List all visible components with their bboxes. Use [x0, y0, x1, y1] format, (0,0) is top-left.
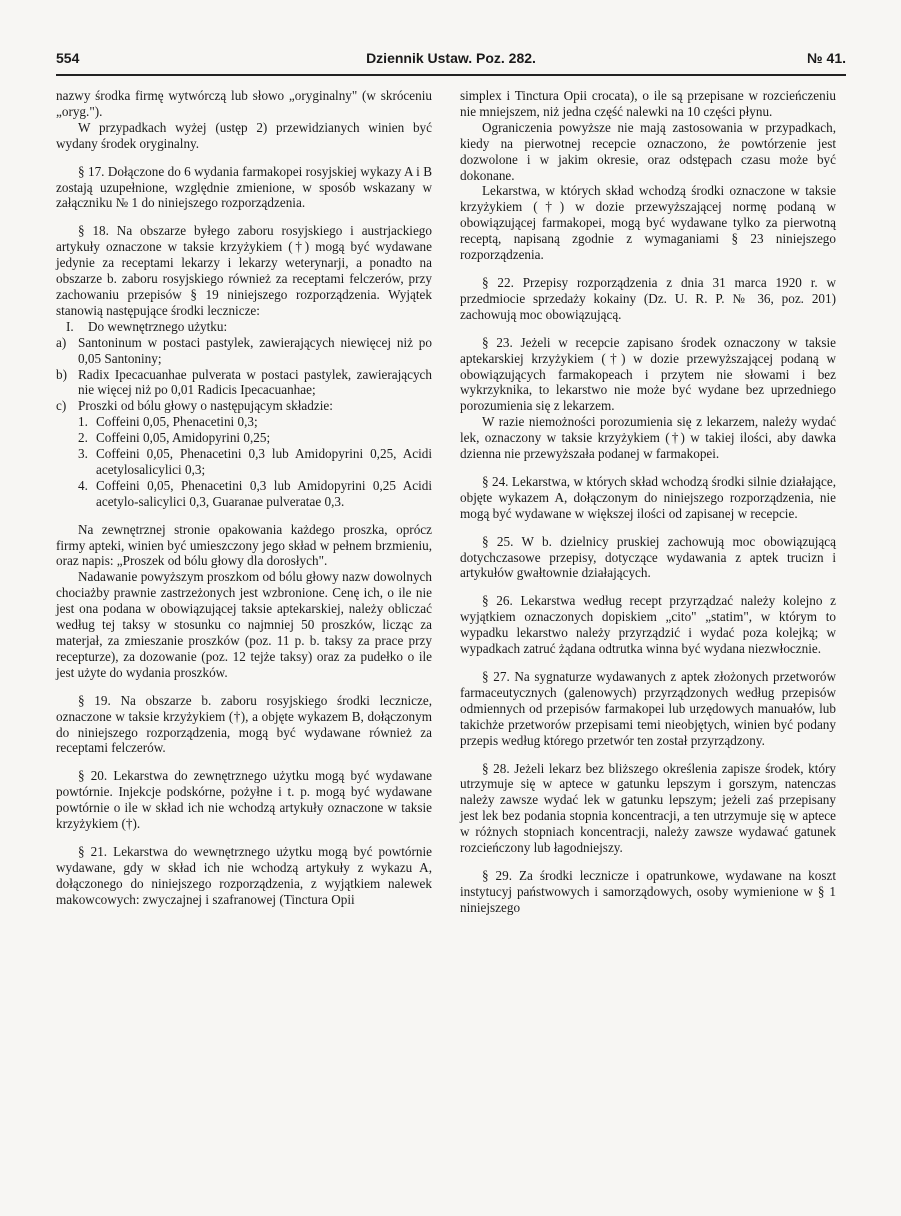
list-text: Proszki od bólu głowy o następującym składzie: [78, 398, 333, 414]
paragraph: Lekarstwa, w których skład wchodzą środki oznaczone w taksie krzyżykiem (†) w dozie przewyższającej normę podaną w obowiązującej farmakopei, mogą być wydawane tylko za pierwotną receptą, napisaną zgodnie z wymaganiami § 23 niniejszego rozporządzenia. [460, 183, 836, 263]
list-label: c) [56, 398, 67, 414]
section-24: § 24. Lekarstwa, w których skład wchodzą środki silnie działające, objęte wykazem A, dołączonym do niniejszego rozporządzenia, nie mogą być wydawane w większej ilości od zapisanej w recepcie. [460, 473, 836, 521]
list-text: Do wewnętrznego użytku: [88, 318, 228, 334]
paragraph: W przypadkach wyżej (ustęp 2) przewidzianych winien być wydany środek oryginalny. [56, 119, 432, 151]
issue-number: № 41. [807, 50, 846, 66]
section-27: § 27. Na sygnaturze wydawanych z aptek złożonych przetworów farmaceutycznych (galenowych) przyrządzonych według przepisów odmiennych od przepisów farmakopei lub urzędowych manuałów, lub takichże przetworów przepisami temi nieobjętych, winien być podany przepis według którego przetwór ten został przyrządzony. [460, 669, 836, 748]
page-header [56, 50, 846, 72]
list-label: 4. [78, 477, 88, 493]
list-text: Coffeini 0,05, Phenacetini 0,3 lub Amidopyrini 0,25, Acidi acetylosalicylici 0,3; [96, 446, 432, 477]
paragraph: W razie niemożności porozumienia się z lekarzem, należy wydać lek, oznaczony w taksie krzyżykiem (†) w takiej ilości, aby dawka dzienna nie przewyższała podanej w farmakopei. [460, 414, 836, 462]
list-label: b) [56, 366, 67, 382]
section-23: § 23. Jeżeli w recepcie zapisano środek oznaczony w taksie aptekarskiej krzyżykiem (†) w dozie przewyższającej podaną w obowiązujących farmakopeach i przytem nie słowami i bez wykrzyknika, to lekarstwo nie może być wydane bez uprzedniego porozumienia się z lekarzem. [460, 334, 836, 414]
list-text: Coffeini 0,05, Phenacetini 0,3 lub Amidopyrini 0,25 Acidi acetylo-salicylici 0,3, Guaranae pulveratae 0,3. [96, 477, 432, 509]
list-item [56, 335, 432, 367]
section-22: § 22. Przepisy rozporządzenia z dnia 31 marca 1920 r. w przedmiocie sprzedaży kokainy (Dz. U. R. P. № 36, poz. 201) zachowują moc obowiązującą. [460, 274, 836, 322]
list-label: a) [56, 334, 67, 350]
section-18: § 18. Na obszarze byłego zaboru rosyjskiego i austrjackiego artykuły oznaczone w taksie krzyżykiem (†) mogą być wydawane jedynie za receptami lekarzy i lekarzy weterynarji, a ponadto na obszarze b. zaboru rosyjskiego również za receptami felczerów, przy zachowaniu przepisów § 19 niniejszego rozporządzenia. Wyjątek stanowią następujące środki lecznicze: [56, 223, 432, 318]
page-number: 554 [56, 50, 80, 66]
list-text: Coffeini 0,05, Amidopyrini 0,25; [96, 430, 271, 446]
paragraph: nazwy środka firmę wytwórczą lub słowo „oryginalny" (w skróceniu „oryg."). [56, 88, 432, 119]
left-column [56, 88, 432, 908]
section-28: § 28. Jeżeli lekarz bez bliższego określenia zapisze środek, który utrzymuje się w aptece w gatunku lepszym i gorszym, natenczas należy zawsze wydać lek w gatunku lepszym; jeżeli zaś przepisany jest lek bez podania stopnia koncentracji, a ten utrzymuje się w aptece w różnych stopniach koncentracji, należy zawsze wydawać gatunek rozcieńczony lub łagodniejszy. [460, 760, 836, 856]
list-item [56, 367, 432, 399]
list-text: Coffeini 0,05, Phenacetini 0,3; [96, 414, 258, 430]
sub-list-item [56, 478, 432, 510]
paragraph: Nadawanie powyższym proszkom od bólu głowy nazw dowolnych chociażby prawnie zastrzeżonych jest wzbronione. Cenę ich, o ile nie jest ona podana w obowiązującej taksie aptekarskiej, należy obliczać według tej taksy w stosunku co najmniej 50 proszków, licząc za materjał, za zmieszanie proszków (poz. 11 p. b. taksy za prace przy recepturze), za dozowanie (poz. 12 tejże taksy) oraz za pudełko o ile jest użyte do wydania proszków. [56, 569, 432, 680]
list-item [56, 319, 432, 335]
list-text: Santoninum w postaci pastylek, zawierających niewięcej niż po 0,05 Santoniny; [78, 334, 432, 366]
list-text: Radix Ipecacuanhae pulverata w postaci pastylek, zawierających nie więcej niż po 0,01 Radicis Ipecacuanhae; [78, 366, 432, 398]
section-17: § 17. Dołączone do 6 wydania farmakopei rosyjskiej wykazy A i B zostają uzupełnione, względnie zmienione, w sposób wskazany w załączniku № 1 do niniejszego rozporządzenia. [56, 163, 432, 211]
section-26: § 26. Lekarstwa według recept przyrządzać należy kolejno z wyjątkiem oznaczonych dopiskiem „cito" „statim", w którym to wypadku lekarstwo należy przyrządzić i wydać poza kolejką; w wypadkach zatruć żądana odtrutka winna być wydana niezwłocznie. [460, 593, 836, 657]
list-item [56, 398, 432, 414]
right-column [460, 88, 836, 916]
list-label: 1. [78, 414, 88, 430]
sub-list-item [56, 414, 432, 430]
section-25: § 25. W b. dzielnicy pruskiej zachowują moc obowiązującą dotychczasowe przepisy, dotyczące wydawania z aptek trucizn i artykułów gwałtownie działających. [460, 533, 836, 581]
sub-list-item [56, 446, 432, 478]
sub-list-item [56, 430, 432, 446]
header-rule [56, 74, 846, 76]
section-29: § 29. Za środki lecznicze i opatrunkowe, wydawane na koszt instytucyj państwowych i samorządowych, osoby wymienione w § 1 niniejszego [460, 867, 836, 915]
journal-title: Dziennik Ustaw. Poz. 282. [366, 50, 536, 66]
section-21: § 21. Lekarstwa do wewnętrznego użytku mogą być powtórnie wydawane, gdy w skład ich nie wchodzą artykuły z wykazu A, dołączonego do niniejszego rozporządzenia, z wyjątkiem nalewek makowcowych: zwyczajnej i szafranowej (Tinctura Opii [56, 843, 432, 907]
paragraph: simplex i Tinctura Opii crocata), o ile są przepisane w rozcieńczeniu nie mniejszem, niż jedna część nalewki na 10 części płynu. [460, 88, 836, 119]
list-label: 2. [78, 430, 88, 446]
paragraph: Na zewnętrznej stronie opakowania każdego proszka, oprócz firmy apteki, winien być umieszczony jego skład w pełnem brzmieniu, oraz napis: „Proszek od bólu głowy dla dorosłych". [56, 521, 432, 569]
list-label: 3. [78, 446, 88, 462]
paragraph: Ograniczenia powyższe nie mają zastosowania w przypadkach, kiedy na pierwotnej recepcie oznaczono, że powtórzenie jest dozwolone i w jakim okresie, oraz odstępach czasu może być dokonane. [460, 119, 836, 183]
section-20: § 20. Lekarstwa do zewnętrznego użytku mogą być wydawane powtórnie. Injekcje podskórne, pożyłne i t. p. mogą być wydawane powtórnie o ile w skład ich nie wchodzą artykuły oznaczone w taksie krzyżykiem (†). [56, 768, 432, 832]
list-label: I. [66, 318, 74, 334]
section-19: § 19. Na obszarze b. zaboru rosyjskiego środki lecznicze, oznaczone w taksie krzyżykiem (†), a objęte wykazem B, dołączonym do niniejszego rozporządzenia, mogą być wydawane również za receptami felczerów. [56, 692, 432, 756]
